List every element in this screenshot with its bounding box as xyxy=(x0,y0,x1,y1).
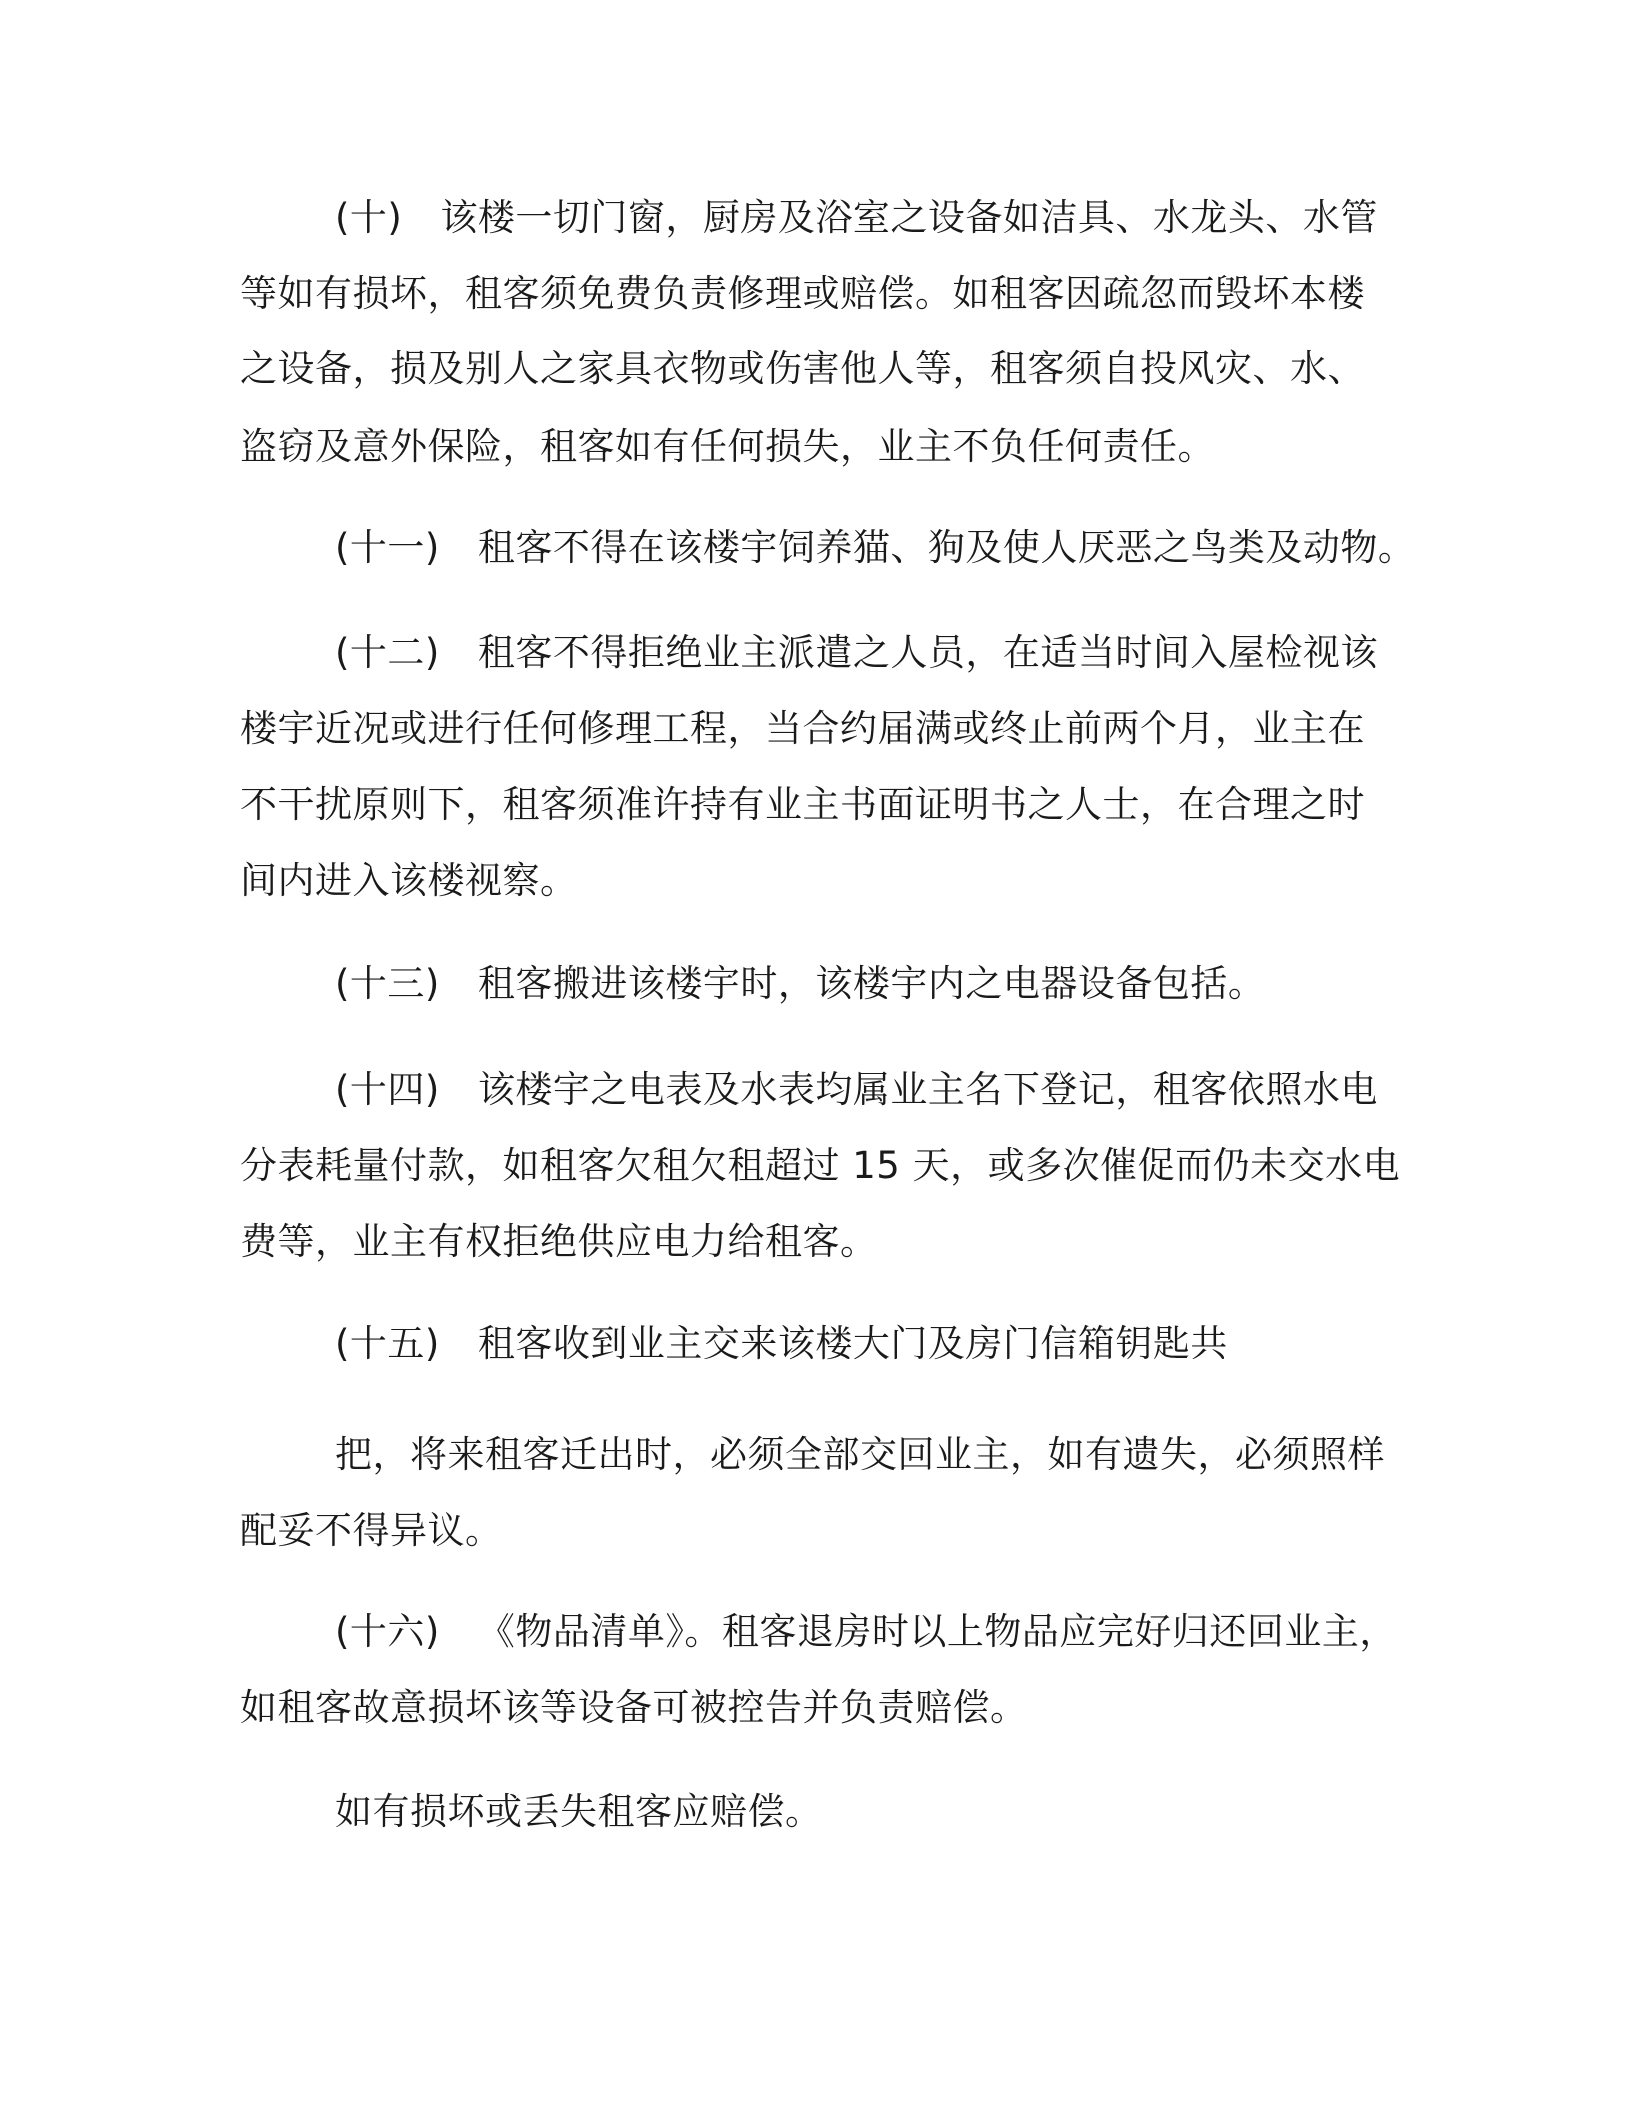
clause-11-line-1 xyxy=(335,524,1415,572)
clause-text: 租客搬进该楼宇时，该楼宇内之电器设备包括。 xyxy=(477,962,1266,1005)
clause-12-line-3: 不干扰原则下，租客须准许持有业主书面证明书之人士，在合理之时 xyxy=(240,783,1365,826)
continuation-paragraph-line-1: 把，将来租客迁出时，必须全部交回业主，如有遗失，必须照样 xyxy=(335,1433,1385,1476)
clause-10-line-4: 盗窃及意外保险，租客如有任何损失，业主不负任何责任。 xyxy=(240,425,1215,468)
clause-text: 租客不得拒绝业主派遣之人员，在适当时间入屋检视该 xyxy=(477,631,1378,674)
clause-12-line-1 xyxy=(335,629,1378,677)
clause-text: 《物品清单》。租客退房时以上物品应完好归还回业主， xyxy=(477,1610,1397,1653)
clause-14-line-1 xyxy=(335,1066,1378,1114)
clause-text: 该楼一切门窗，厨房及浴室之设备如洁具、水龙头、水管 xyxy=(440,196,1378,239)
clause-number: (十) xyxy=(335,196,403,239)
clause-10-line-2: 等如有损坏，租客须免费负责修理或赔偿。如租客因疏忽而毁坏本楼 xyxy=(240,272,1365,315)
clause-number: (十六) xyxy=(335,1610,440,1653)
clause-16-line-2: 如租客故意损坏该等设备可被控告并负责赔偿。 xyxy=(240,1686,1028,1729)
clause-10-line-3: 之设备，损及别人之家具衣物或伤害他人等，租客须自投风灾、水、 xyxy=(240,347,1365,390)
clause-12-line-4: 间内进入该楼视察。 xyxy=(240,859,578,902)
clause-text: 租客不得在该楼宇饲养猫、狗及使人厌恶之鸟类及动物。 xyxy=(477,526,1416,569)
clause-16-line-1 xyxy=(335,1608,1397,1656)
clause-text: 租客收到业主交来该楼大门及房门信箱钥匙共 xyxy=(477,1322,1228,1365)
clause-number: (十二) xyxy=(335,631,440,674)
final-note: 如有损坏或丢失租客应赔偿。 xyxy=(335,1790,823,1833)
clause-number: (十三) xyxy=(335,962,440,1005)
clause-14-line-3: 费等，业主有权拒绝供应电力给租客。 xyxy=(240,1220,878,1263)
clause-10-line-1 xyxy=(335,194,1378,242)
clause-14-line-2: 分表耗量付款，如租客欠租欠租超过 15 天，或多次催促而仍未交水电 xyxy=(240,1144,1401,1187)
clause-number: (十一) xyxy=(335,526,440,569)
clause-text: 该楼宇之电表及水表均属业主名下登记，租客依照水电 xyxy=(477,1068,1378,1111)
clause-15-line-1 xyxy=(335,1320,1228,1368)
continuation-paragraph-line-2: 配妥不得异议。 xyxy=(240,1509,503,1552)
clause-13-line-1 xyxy=(335,960,1265,1008)
clause-number: (十五) xyxy=(335,1322,440,1365)
clause-number: (十四) xyxy=(335,1068,440,1111)
clause-12-line-2: 楼宇近况或进行任何修理工程，当合约届满或终止前两个月，业主在 xyxy=(240,707,1365,750)
